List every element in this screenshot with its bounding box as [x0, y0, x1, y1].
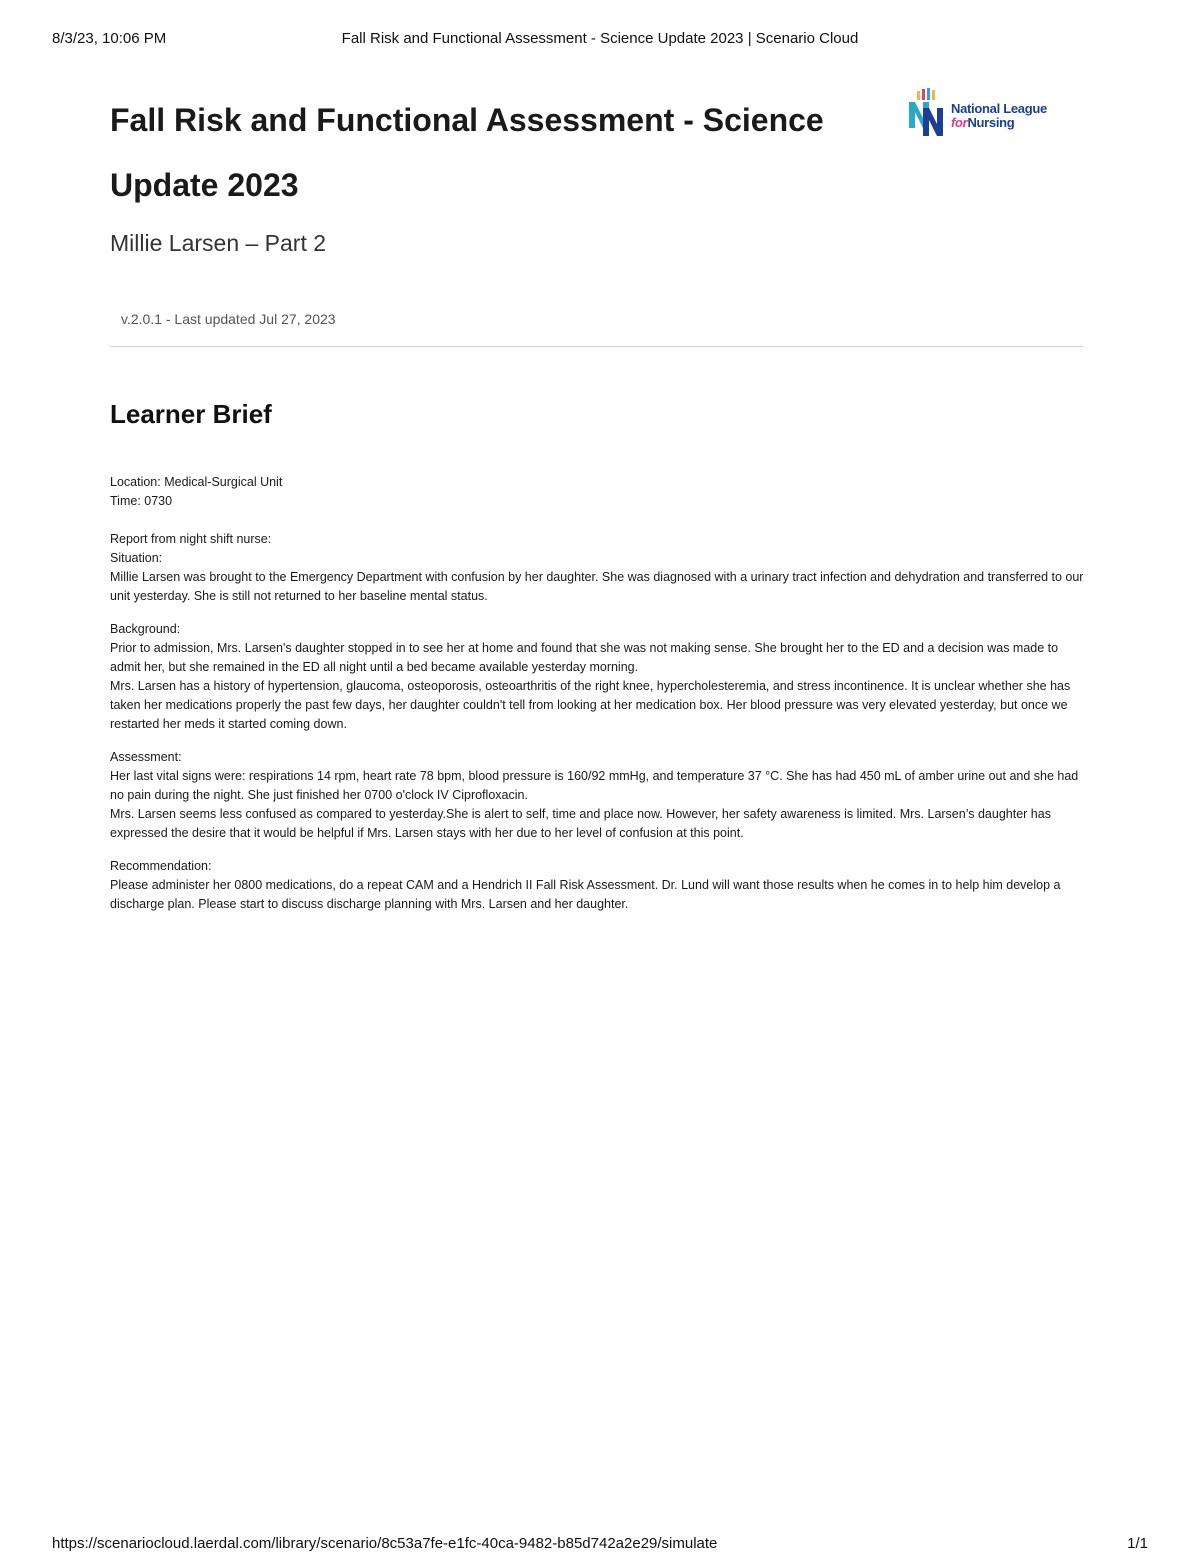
background-text: Mrs. Larsen has a history of hypertension, glaucoma, osteoporosis, osteoarthritis of the right knee, hypercholesteremia, and stress incontinence. It is unclear whether she has taken her medications properly the past few days, her daughter couldn't tell from looking at her medication box. Her blood pressure was very elevated yesterday, but once we restarted her meds it started coming down.: [110, 679, 1071, 731]
document-content: [110, 88, 1085, 914]
page-number: 1/1: [1127, 1535, 1148, 1552]
time: Time: 0730: [110, 494, 173, 508]
page-url: https://scenariocloud.laerdal.com/library/scenario/8c53a7fe-e1fc-40ca-9482-b85d742a2e29/simulate: [52, 1535, 718, 1552]
document-title: Fall Risk and Functional Assessment - Science Update 2023: [110, 102, 824, 203]
nln-logo-for: for: [951, 115, 968, 130]
assessment-text: Her last vital signs were: respirations 14 rpm, heart rate 78 bpm, blood pressure is 160/92 mmHg, and temperature 37 °C. She has had 450 mL of amber urine out and she had no pain during the night. She just finished her 0700 o'clock IV Ciprofloxacin.: [110, 769, 1079, 802]
nln-logo-nursing: Nursing: [967, 115, 1015, 130]
print-datetime: 8/3/23, 10:06 PM: [52, 30, 167, 47]
print-header: [52, 30, 1148, 50]
situation-text: Millie Larsen was brought to the Emergency Department with confusion by her daughter. She was diagnosed with a urinary tract infection and dehydration and transferred to our unit yesterday. She is still not returned to her baseline mental status.: [110, 570, 1084, 603]
learner-brief-body: [110, 473, 1085, 914]
report-label: Report from night shift nurse:: [110, 532, 272, 546]
situation-label: Situation:: [110, 551, 163, 565]
print-page-title: Fall Risk and Functional Assessment - Science Update 2023 | Scenario Cloud: [341, 30, 859, 47]
assessment-label: Assessment:: [110, 750, 182, 764]
recommendation-label: Recommendation:: [110, 859, 212, 873]
version-info: v.2.0.1 - Last updated Jul 27, 2023: [121, 311, 336, 327]
assessment-text: Mrs. Larsen seems less confused as compared to yesterday.She is alert to self, time and place now. However, her safety awareness is limited. Mrs. Larsen’s daughter has expressed the desire that it would be helpful if Mrs. Larsen stays with her due to her level of confusion at this point.: [110, 807, 1051, 840]
document-subtitle: Millie Larsen – Part 2: [110, 230, 327, 256]
nln-logo-line1: National League: [951, 101, 1047, 116]
background-text: Prior to admission, Mrs. Larsen's daughter stopped in to see her at home and found that she was not making sense. She brought her to the ED and a decision was made to admit her, but she remained in the ED all night until a bed became available yesterday morning.: [110, 641, 1059, 674]
background-label: Background:: [110, 622, 181, 636]
recommendation-text: Please administer her 0800 medications, do a repeat CAM and a Hendrich II Fall Risk Assessment. Dr. Lund will want those results when he comes in to help him develop a discharge plan. Please start to discuss discharge planning with Mrs. Larsen and her daughter.: [110, 878, 1061, 911]
divider: [110, 346, 1083, 347]
learner-brief-heading: Learner Brief: [110, 399, 272, 429]
location: Location: Medical-Surgical Unit: [110, 475, 283, 489]
print-footer: [52, 1535, 1148, 1555]
